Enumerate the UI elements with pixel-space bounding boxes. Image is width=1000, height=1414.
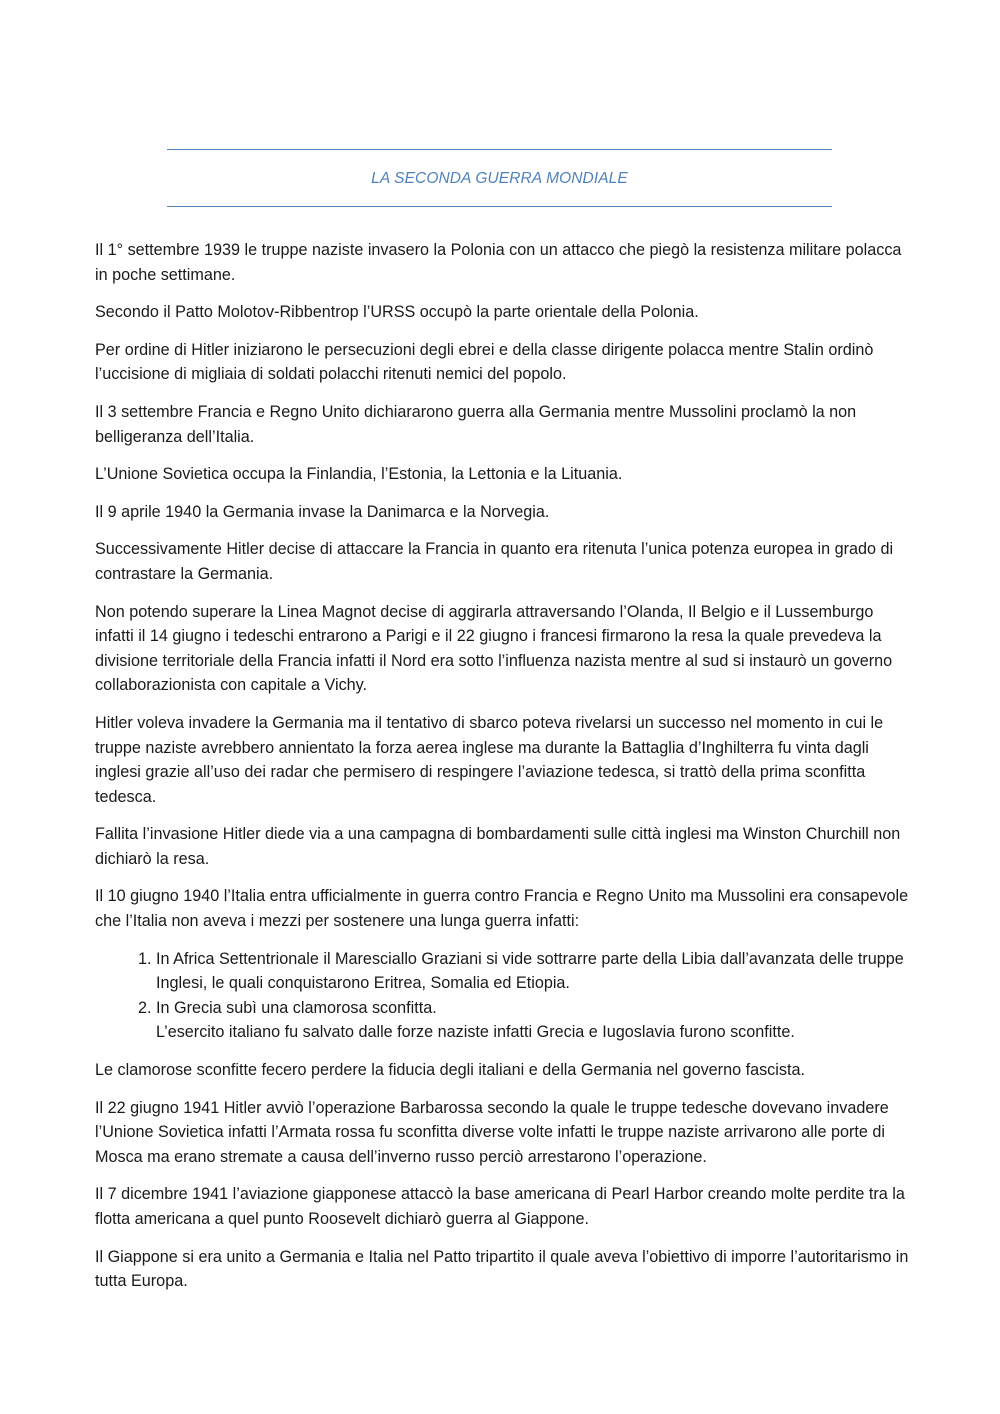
paragraph: Il Giappone si era unito a Germania e Italia nel Patto tripartito il quale aveva l’obiettivo di imporre l’autoritarismo in tutta Europa. — [95, 1247, 909, 1291]
paragraph: Non potendo superare la Linea Magnot decise di aggirarla attraversando l’Olanda, Il Belgio e il Lussemburgo infatti il 14 giugno i tedeschi entrarono a Parigi e il 22 giugno i francesi firmarono la resa la quale prevedeva la divisione territoriale della Francia infatti il Nord era sotto l’influenza nazista mentre al sud si instaurò un governo collaborazionista con capitale a Vichy. — [95, 602, 893, 695]
title-block — [167, 149, 832, 207]
paragraph: Successivamente Hitler decise di attaccare la Francia in quanto era ritenuta l’unica potenza europea in grado di contrastare la Germania. — [95, 540, 894, 583]
paragraph: Il 1° settembre 1939 le truppe naziste invasero la Polonia con un attacco che piegò la resistenza militare polacca in poche settimane. — [95, 241, 902, 284]
document-title: LA SECONDA GUERRA MONDIALE — [371, 170, 628, 187]
list-item-text: In Africa Settentrionale il Maresciallo Graziani si vide sottrarre parte della Libia dall’avanzata delle truppe Inglesi, le quali conquistarono Eritrea, Somalia ed Etiopia. — [156, 949, 904, 993]
paragraph: Fallita l’invasione Hitler diede via a una campagna di bombardamenti sulle città inglesi ma Winston Churchill non dichiarò la resa. — [95, 825, 901, 868]
paragraph: Le clamorose sconfitte fecero perdere la fiducia degli italiani e della Germania nel governo fascista. — [95, 1061, 805, 1080]
paragraph: Per ordine di Hitler iniziarono le persecuzioni degli ebrei e della classe dirigente polacca mentre Stalin ordinò l’uccisione di migliaia di soldati polacchi ritenuti nemici del popolo. — [95, 340, 874, 384]
list-item — [156, 996, 910, 1045]
paragraph: Hitler voleva invadere la Germania ma il tentativo di sbarco poteva rivelarsi un successo nel momento in cui le truppe naziste avrebbero annientato la forza aerea inglese ma durante la Battaglia d’Inghilterra fu vinta dagli inglesi grazie all’uso dei radar che permisero di respingere l’aviazione tedesca, si trattò della prima sconfitta tedesca. — [95, 713, 884, 806]
list-item — [156, 947, 910, 996]
document-body — [95, 238, 910, 1307]
paragraph: Secondo il Patto Molotov-Ribbentrop l’URSS occupò la parte orientale della Polonia. — [95, 303, 699, 322]
numbered-list — [95, 947, 910, 1045]
paragraph: Il 9 aprile 1940 la Germania invase la Danimarca e la Norvegia. — [95, 502, 550, 521]
paragraph: L’Unione Sovietica occupa la Finlandia, l’Estonia, la Lettonia e la Lituania. — [95, 465, 623, 484]
paragraph: Il 3 settembre Francia e Regno Unito dichiararono guerra alla Germania mentre Mussolini proclamò la non belligeranza dell’Italia. — [95, 402, 857, 446]
paragraph: Il 10 giugno 1940 l’Italia entra ufficialmente in guerra contro Francia e Regno Unito ma Mussolini era consapevole che l’Italia non aveva i mezzi per sostenere una lunga guerra infatti: — [95, 887, 909, 931]
list-item-text: 2. In Grecia subì una clamorosa sconfitta. — [156, 998, 437, 1017]
paragraph: Il 22 giugno 1941 Hitler avviò l’operazione Barbarossa secondo la quale le truppe tedesche dovevano invadere l’Unione Sovietica infatti l’Armata rossa fu sconfitta diverse volte infatti le truppe naziste arrivarono alle porte di Mosca ma erano stremate a causa dell’inverno russo perciò arrestarono l’operazione. — [95, 1098, 889, 1166]
list-item-text-continued: L’esercito italiano fu salvato dalle forze naziste infatti Grecia e Iugoslavia furono sconfitte. — [156, 1023, 795, 1042]
paragraph: Il 7 dicembre 1941 l’aviazione giapponese attaccò la base americana di Pearl Harbor creando molte perdite tra la flotta americana a quel punto Roosevelt dichiarò guerra al Giappone. — [95, 1185, 905, 1228]
